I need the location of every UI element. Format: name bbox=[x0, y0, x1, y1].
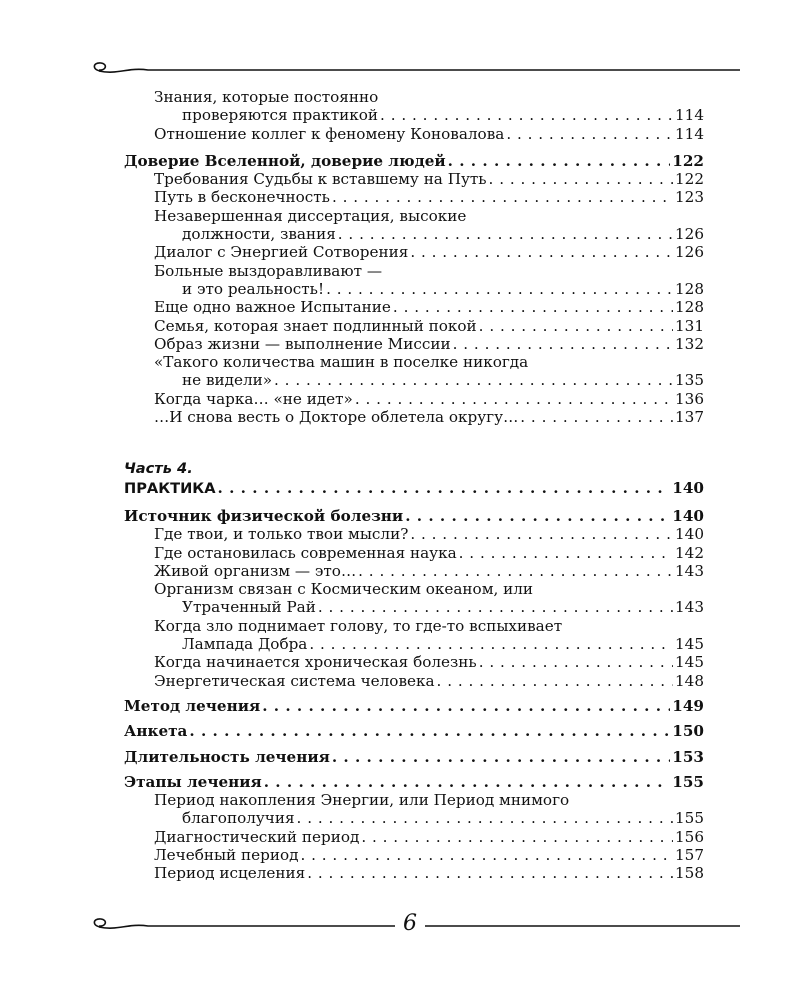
toc-page-number: 155 bbox=[675, 809, 704, 828]
leader-dots bbox=[520, 408, 673, 426]
leader-dots bbox=[410, 243, 673, 261]
toc-entry-title: Когда начинается хроническая болезнь bbox=[154, 653, 477, 672]
toc-section[interactable] bbox=[124, 152, 704, 170]
toc-entry-title: Когда чарка… «не идет» bbox=[154, 389, 353, 408]
leader-dots bbox=[262, 697, 670, 715]
toc-entry-title: Путь в бесконечность bbox=[154, 188, 330, 207]
leader-dots bbox=[361, 828, 673, 846]
leader-dots bbox=[332, 188, 673, 206]
toc-entry-line: Больные выздоравливают — bbox=[154, 261, 383, 280]
leader-dots bbox=[264, 773, 671, 791]
toc-entry-line: Организм связан с Космическим океаном, или bbox=[154, 580, 534, 599]
toc-entry-title: Требования Судьбы к вставшему на Путь bbox=[154, 170, 487, 189]
toc-entry-title: должности, звания bbox=[182, 225, 336, 244]
toc-entry-title: Семья, которая знает подлинный покой bbox=[154, 316, 477, 335]
leader-dots bbox=[189, 722, 670, 740]
toc-entry[interactable] bbox=[124, 106, 704, 124]
leader-dots bbox=[410, 525, 673, 543]
toc-entry-title: Еще одно важное Испытание bbox=[154, 298, 391, 317]
toc-page-number: 153 bbox=[672, 747, 704, 766]
toc-entry[interactable] bbox=[124, 809, 704, 827]
part-label: Часть 4. bbox=[124, 460, 193, 478]
toc-entry-line: Незавершенная диссертация, высокие bbox=[154, 206, 467, 225]
toc-entry[interactable] bbox=[124, 562, 704, 580]
leader-dots bbox=[479, 317, 673, 335]
toc-entry[interactable] bbox=[124, 653, 704, 671]
toc-entry[interactable] bbox=[124, 298, 704, 316]
toc-section-title: Источник физической болезни bbox=[124, 506, 404, 525]
leader-dots bbox=[506, 125, 673, 143]
toc-section[interactable] bbox=[124, 722, 704, 740]
toc-page-number: 150 bbox=[672, 722, 704, 741]
toc-entry[interactable] bbox=[124, 188, 704, 206]
toc-page-number: 132 bbox=[675, 334, 704, 353]
leader-dots bbox=[318, 598, 673, 616]
toc-section[interactable] bbox=[124, 507, 704, 525]
toc-page-number: 140 bbox=[672, 506, 704, 525]
toc-section[interactable] bbox=[124, 748, 704, 766]
toc-entry-title: Утраченный Рай bbox=[182, 598, 316, 617]
toc-entry-line: Когда зло поднимает голову, то где-то вспыхивает bbox=[154, 616, 563, 635]
toc-page-number: 155 bbox=[672, 772, 704, 791]
toc-page-number: 143 bbox=[675, 598, 704, 617]
toc-entry[interactable] bbox=[124, 280, 704, 298]
toc-entry-title: благополучия bbox=[182, 809, 295, 828]
toc-entry-title: проверяются практикой bbox=[182, 106, 379, 125]
part-title: ПРАКТИКА bbox=[124, 479, 216, 497]
leader-dots bbox=[274, 371, 673, 389]
toc-entry[interactable] bbox=[124, 544, 704, 562]
toc-page-number: 137 bbox=[675, 408, 704, 427]
toc-page-number: 143 bbox=[675, 561, 704, 580]
toc-entry[interactable] bbox=[124, 170, 704, 188]
toc-section-title: Длительность лечения bbox=[124, 747, 330, 766]
toc-entry[interactable] bbox=[124, 317, 704, 335]
toc-entry-title: и это реальность! bbox=[182, 279, 325, 298]
toc-entry-title: Период исцеления bbox=[154, 864, 306, 883]
leader-dots bbox=[380, 106, 673, 124]
toc-entry[interactable] bbox=[124, 243, 704, 261]
toc-entry-title: Диагностический период bbox=[154, 827, 360, 846]
toc-page-number: 158 bbox=[675, 864, 704, 883]
leader-dots bbox=[453, 335, 673, 353]
leader-dots bbox=[358, 562, 673, 580]
toc-page-number: 148 bbox=[675, 671, 704, 690]
toc-entry[interactable] bbox=[124, 846, 704, 864]
toc-page-number: 128 bbox=[675, 279, 704, 298]
toc-entry-title: не видели» bbox=[182, 371, 273, 390]
toc-section-title: Доверие Вселенной, доверие людей bbox=[124, 151, 446, 170]
toc-page-number: 126 bbox=[675, 243, 704, 262]
toc-entry[interactable] bbox=[124, 828, 704, 846]
toc-entry-title: Лампада Добра bbox=[182, 635, 308, 654]
leader-dots bbox=[332, 748, 670, 766]
toc-section[interactable] bbox=[124, 773, 704, 791]
leader-dots bbox=[405, 507, 670, 525]
toc-entry-title: …И снова весть о Докторе облетела округу… bbox=[154, 408, 519, 427]
toc-page-number: 136 bbox=[675, 389, 704, 408]
page-number: 6 bbox=[395, 910, 425, 938]
toc-page-number: 128 bbox=[675, 298, 704, 317]
leader-dots bbox=[338, 225, 673, 243]
toc-page-number: 122 bbox=[672, 151, 704, 170]
leader-dots bbox=[309, 635, 673, 653]
leader-dots bbox=[300, 846, 673, 864]
toc-entry-title: Лечебный период bbox=[154, 845, 299, 864]
toc-entry[interactable] bbox=[124, 598, 704, 616]
toc-page-number: 114 bbox=[675, 124, 704, 143]
toc-entry-line: Знания, которые постоянно bbox=[154, 88, 379, 106]
toc-entry-title: Где твои, и только твои мысли? bbox=[154, 525, 409, 544]
toc-entry-title: Где остановилась современная наука bbox=[154, 543, 457, 562]
toc-section-title: Анкета bbox=[124, 722, 188, 741]
toc-page-number: 131 bbox=[675, 316, 704, 335]
toc-entry[interactable] bbox=[124, 371, 704, 389]
toc-page-number: 135 bbox=[675, 371, 704, 390]
toc-page-number: 123 bbox=[675, 188, 704, 207]
toc-entry[interactable] bbox=[124, 125, 704, 143]
toc-part[interactable] bbox=[124, 479, 704, 498]
toc-entry[interactable] bbox=[124, 225, 704, 243]
toc-section[interactable] bbox=[124, 697, 704, 715]
toc-entry[interactable] bbox=[124, 672, 704, 690]
toc-section-title: Этапы лечения bbox=[124, 772, 262, 791]
leader-dots bbox=[459, 544, 673, 562]
toc-page-number: 156 bbox=[675, 827, 704, 846]
toc-page-number: 149 bbox=[672, 696, 704, 715]
leader-dots bbox=[479, 653, 673, 671]
leader-dots bbox=[218, 479, 671, 497]
toc-entry-line: Период накопления Энергии, или Период мнимого bbox=[154, 791, 570, 810]
leader-dots bbox=[437, 672, 673, 690]
toc-page-number: 140 bbox=[675, 525, 704, 544]
toc-entry-title: Отношение коллег к феномену Коновалова bbox=[154, 124, 505, 143]
toc-page-number: 145 bbox=[675, 635, 704, 654]
toc-entry-title: Образ жизни — выполнение Миссии bbox=[154, 334, 451, 353]
toc-page-number: 157 bbox=[675, 845, 704, 864]
toc-section-title: Метод лечения bbox=[124, 696, 261, 715]
toc-entry-line: «Такого количества машин в поселке никогда bbox=[154, 353, 529, 372]
leader-dots bbox=[355, 390, 673, 408]
toc-page-number: 122 bbox=[675, 170, 704, 189]
leader-dots bbox=[393, 298, 673, 316]
toc-entry-title: Живой организм — это… bbox=[154, 561, 357, 580]
toc-entry[interactable] bbox=[124, 390, 704, 408]
leader-dots bbox=[307, 864, 673, 882]
toc-entry-title: Энергетическая система человека bbox=[154, 671, 435, 690]
top-ornament-rule bbox=[88, 58, 740, 82]
leader-dots bbox=[297, 809, 673, 827]
table-of-contents bbox=[124, 88, 704, 883]
toc-entry[interactable] bbox=[124, 525, 704, 543]
toc-page-number: 140 bbox=[672, 478, 704, 497]
leader-dots bbox=[448, 152, 671, 170]
toc-page-number: 142 bbox=[675, 543, 704, 562]
toc-page-number: 114 bbox=[675, 106, 704, 125]
toc-page-number: 145 bbox=[675, 653, 704, 672]
toc-entry[interactable] bbox=[124, 864, 704, 882]
toc-entry[interactable] bbox=[124, 635, 704, 653]
leader-dots bbox=[489, 170, 673, 188]
toc-entry[interactable] bbox=[124, 335, 704, 353]
toc-page-number: 126 bbox=[675, 225, 704, 244]
toc-entry-title: Диалог с Энергией Сотворения bbox=[154, 243, 409, 262]
leader-dots bbox=[326, 280, 673, 298]
toc-entry[interactable] bbox=[124, 408, 704, 426]
